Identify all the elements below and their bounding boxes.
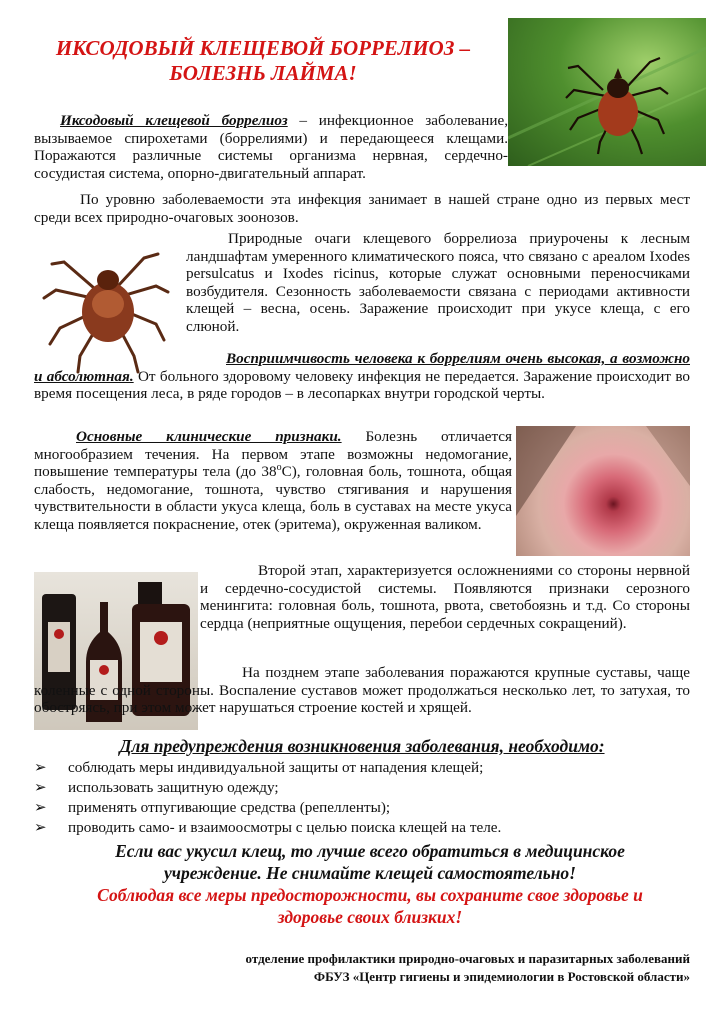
title-line-1: ИКСОДОВЫЙ КЛЕЩЕВОЙ БОРРЕЛИОЗ – bbox=[55, 36, 471, 60]
tick-on-leaf-illustration bbox=[508, 18, 706, 166]
arrow-bullet-icon: ➢ bbox=[34, 779, 47, 796]
list-item: ➢ применять отпугивающие средства (репелленты); bbox=[34, 799, 391, 816]
arrow-bullet-icon: ➢ bbox=[34, 819, 47, 836]
footer-department: отделение профилактики природно-очаговых и паразитарных заболеваний bbox=[245, 951, 690, 966]
susceptibility-lead: Восприимчивость человека к боррелиям очень высокая, а возможно и абсолютная. bbox=[34, 350, 690, 385]
clinical-lead: Основные клинические признаки. bbox=[76, 428, 342, 445]
intro-paragraph bbox=[34, 112, 508, 182]
clinical-text-after: С), головная боль, тошнота, общая слабость, недомогание, тошнота, чувство стягивания и нарушения чувствительности в области укуса клеща, боль в суставах на месте укуса клеща появляется покраснение, отек (эритема), окруженная валиком. bbox=[34, 463, 512, 533]
susceptibility-paragraph bbox=[34, 350, 690, 403]
arrow-bullet-icon: ➢ bbox=[34, 799, 47, 816]
title-line-2: БОЛЕЗНЬ ЛАЙМА! bbox=[169, 61, 357, 85]
clinical-text-before: Болезнь отличается многообразием течения. На первом этапе возможны недомогание, повышение температуры тела (до 38 bbox=[34, 428, 513, 481]
stage3-paragraph bbox=[34, 664, 690, 717]
tick-on-leaf-photo bbox=[508, 18, 706, 166]
prevention-list bbox=[34, 759, 674, 839]
erythema-photo bbox=[516, 426, 690, 556]
page-title bbox=[28, 36, 498, 86]
rank-paragraph: По уровню заболеваемости эта инфекция занимает в нашей стране одно из первых мест среди всех природно-очаговых зоонозов. bbox=[34, 191, 690, 226]
list-item: ➢ проводить само- и взаимоосмотры с целью поиска клещей на теле. bbox=[34, 819, 502, 836]
list-item: ➢ использовать защитную одежду; bbox=[34, 779, 279, 796]
prevention-heading: Для предупреждения возникновения заболевания, необходимо: bbox=[119, 736, 605, 756]
footer-institution: ФБУЗ «Центр гигиены и эпидемиологии в Ростовской области» bbox=[313, 969, 690, 984]
degree-mark: о bbox=[276, 462, 282, 474]
clinical-paragraph bbox=[34, 428, 512, 534]
intro-text: – инфекционное заболевание, вызываемое спирохетами (боррелиями) и передающееся клещами. Поражаются различные системы организма нервная, сердечно-сосудистая система, опорно-двигательный аппарат. bbox=[34, 112, 508, 182]
erythema-shading bbox=[516, 426, 690, 556]
stage3-text: На позднем этапе заболевания поражаются крупные суставы, чаще коленные с одной стороны. Воспаление суставов может продолжаться несколько лет, то затухая, то обостряясь, при этом может нарушаться строение костей и хрящей. bbox=[34, 664, 690, 717]
footer-organization bbox=[100, 950, 690, 986]
arrow-bullet-icon: ➢ bbox=[34, 759, 47, 776]
stage2-paragraph: Второй этап, характеризуется осложнениями со стороны нервной и сердечно-сосудистой системы. Появляются признаки серозного менингита: головная боль, тошнота, рвота, светобоязнь и т.д. Со стороны сердца (неприятные ощущения, перебои сердечных сокращений). bbox=[200, 562, 690, 632]
warning-callout: Если вас укусил клещ, то лучше всего обратиться в медицинское учреждение. Не снимайте клещей самостоятельно! bbox=[115, 841, 625, 883]
list-item: ➢ соблюдать меры индивидуальной защиты от нападения клещей; bbox=[34, 759, 484, 776]
safety-callout: Соблюдая все меры предосторожности, вы сохраните свое здоровье и здоровье своих близких! bbox=[97, 885, 643, 927]
susceptibility-text: От больного здоровому человеку инфекция не передается. Заражение происходит во время посещения леса, в ряде городов – в лесопарках внутри городской черты. bbox=[34, 367, 690, 403]
intro-term: Иксодовый клещевой боррелиоз bbox=[60, 112, 288, 129]
foci-paragraph: Природные очаги клещевого боррелиоза приурочены к лесным ландшафтам умеренного климатического пояса, что связано с ареалом Ixodes persulcatus и Ixodes ricinus, которые служат основными переносчиками возбудителя. Сезонность заболеваемости связана с периодами активности клещей – весна, осень. Заражение происходит при укусе клеща, с его слюной. bbox=[186, 230, 690, 335]
